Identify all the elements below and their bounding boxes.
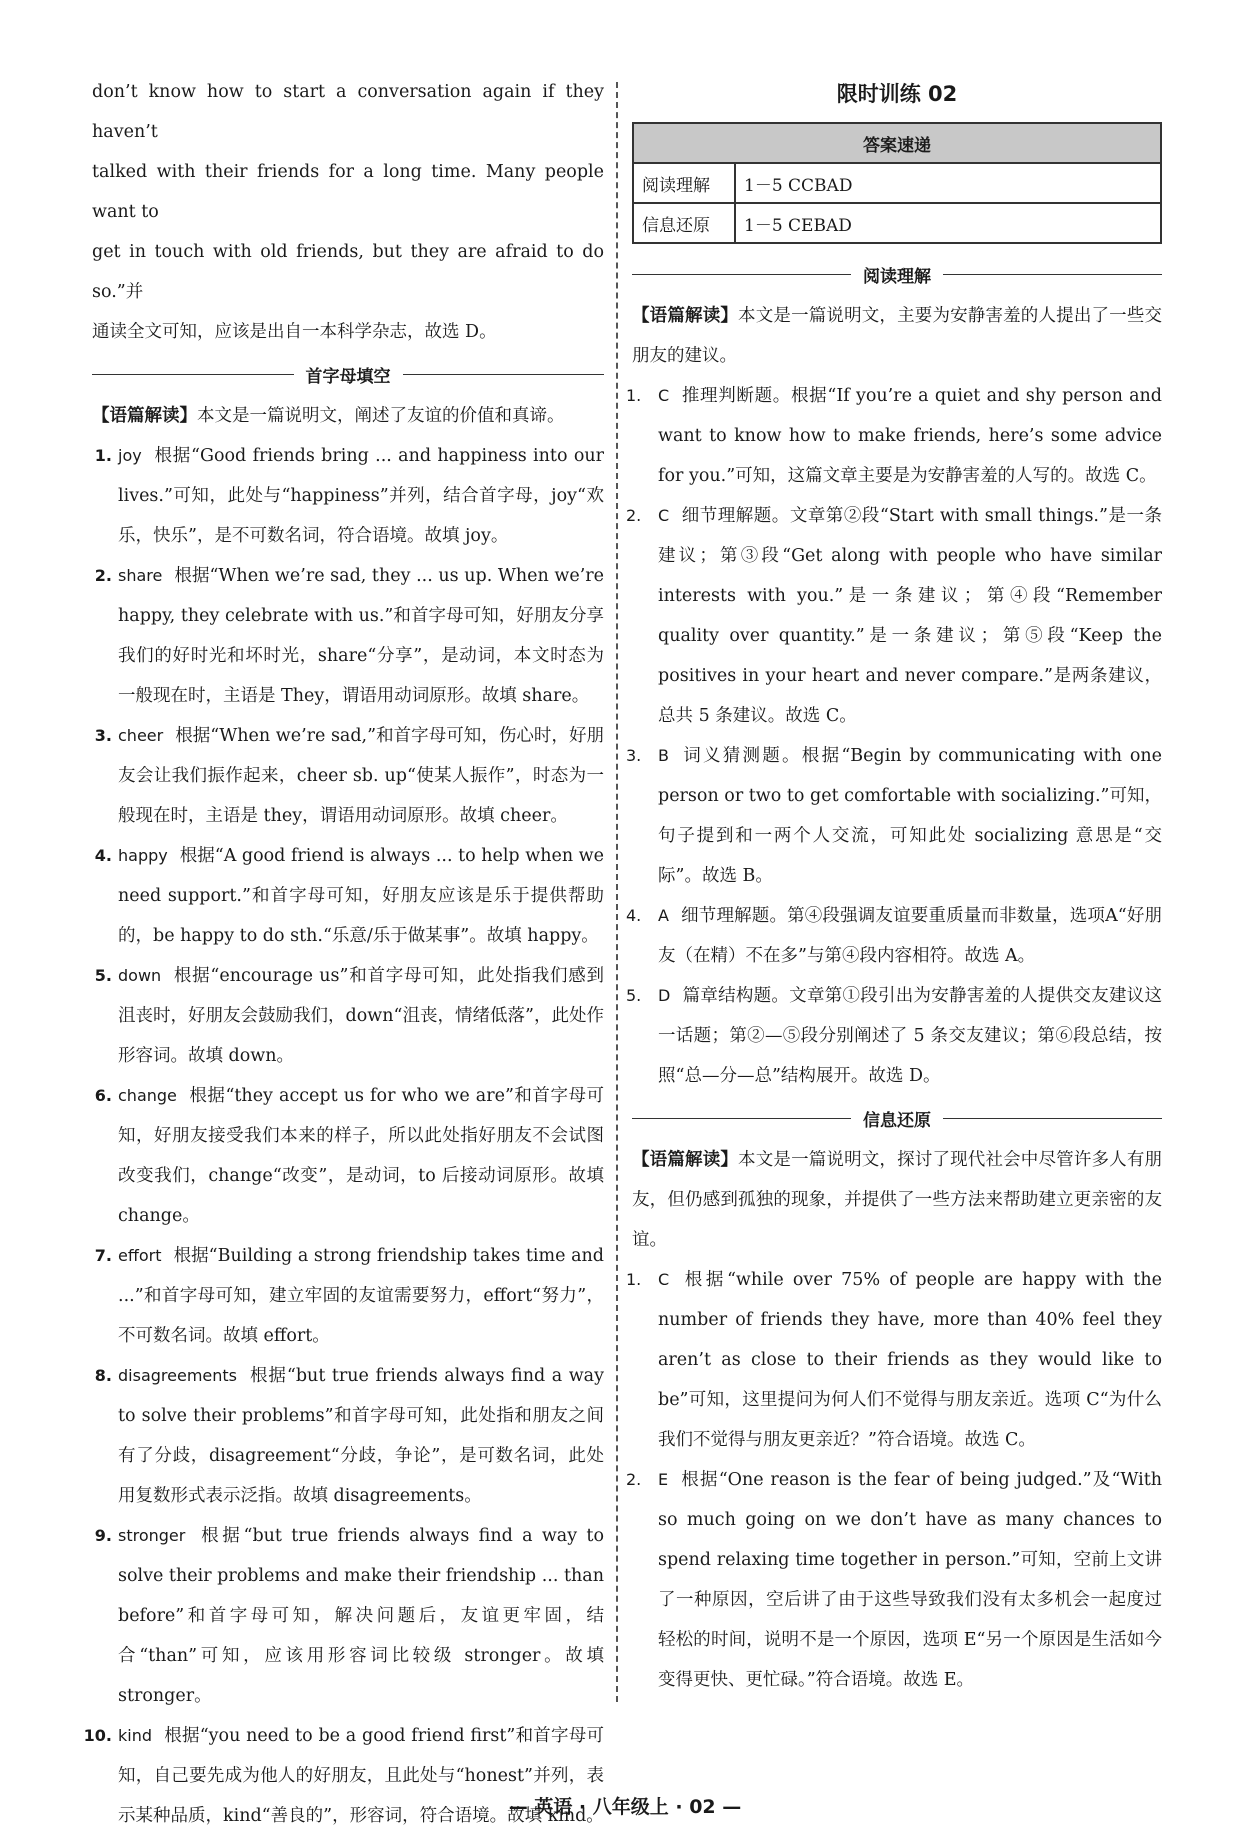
item-number: 3. [94,726,112,745]
cloze-items [83,436,604,1836]
item-answer: joy [118,446,142,465]
answer-item [92,836,604,956]
section-rule [943,1118,1162,1119]
right-column [626,72,1163,1700]
item-explanation: 根据“but true friends always find a way to solve their problems”和首字母可知，此处指和朋友之间有了分歧，disagreement“分歧，争论”，是可数名词，此处用复数形式表示泛指。故填 disagreements。 [118,1366,604,1506]
answer-item [626,896,1162,976]
item-answer: disagreements [118,1366,237,1385]
item-explanation: 根据“When we’re sad, they ... us up. When we’re happy, they celebrate with us.”和首字母可知，好朋友分享我们的好时光和坏时光，share“分享”，是动词，本文时态为一般现在时，主语是 They，谓语用动词原形。故填 share。 [118,566,604,706]
item-number: 10. [83,1726,112,1745]
item-answer: kind [118,1726,153,1745]
item-number: 2. [94,566,112,585]
item-answer: share [118,566,163,585]
item-answer: A [658,906,669,925]
item-number: 5. [626,986,642,1005]
analysis-tag: 【语篇解读】 [92,406,197,426]
intro-line: don’t know how to start a conversation again if they haven’t [92,82,604,142]
analysis-tag: 【语篇解读】 [632,1150,739,1170]
section-header-reading [632,254,1162,294]
item-number: 5. [94,966,112,985]
section-header-cloze [92,354,604,394]
answer-row-label: 信息还原 [633,203,735,243]
analysis-text: 本文是一篇说明文，阐述了友谊的价值和真谛。 [197,406,565,426]
item-number: 1. [626,386,642,405]
section-header-info [632,1098,1162,1138]
item-explanation: 根据“but true friends always find a way to solve their problems and make their friendship ... than before”和首字母可知，解决问题后，友谊更牢固，结合“than”可知，应该用形容词比较级 stronger。故填 stronger。 [118,1526,604,1706]
analysis-paragraph [632,1140,1162,1260]
answer-row [633,163,1161,203]
answer-item [92,716,604,836]
item-explanation: 词义猜测题。根据“Begin by communicating with one person or two to get comfortable with socializing.”可知，句子提到和一两个人交流，可知此处 socializing 意思是“交际”。故选 B。 [658,746,1162,886]
item-explanation: 根据“Building a strong friendship takes time and ...”和首字母可知，建立牢固的友谊需要努力，effort“努力”，不可数名词。故填 effort。 [118,1246,604,1346]
analysis-tag: 【语篇解读】 [632,306,739,326]
analysis-text: 本文是一篇说明文，探讨了现代社会中尽管许多人有朋友，但仍感到孤独的现象，并提供了一些方法来帮助建立更亲密的友谊。 [632,1150,1163,1250]
item-answer: B [658,746,669,765]
answer-table [632,122,1162,244]
item-answer: cheer [118,726,164,745]
reading-items [626,376,1162,1096]
item-explanation: 根据“Good friends bring ... and happiness into our lives.”可知，此处与“happiness”并列，结合首字母，joy“欢乐，快乐”，是不可数名词，符合语境。故填 joy。 [118,446,604,546]
item-explanation: 根据“you need to be a good friend first”和首字母可知，自己要先成为他人的好朋友，且此处与“honest”并列，表示某种品质，kind“善良的”，形容词，符合语境。故填 kind。 [118,1726,604,1826]
item-number: 9. [94,1526,112,1545]
analysis-text: 本文是一篇说明文，主要为安静害羞的人提出了一些交朋友的建议。 [632,306,1163,366]
answer-item [626,1460,1162,1700]
answer-row-label: 阅读理解 [633,163,735,203]
answer-table-header: 答案速递 [633,123,1161,163]
item-number: 7. [94,1246,112,1265]
intro-paragraph [92,72,604,352]
item-explanation: 篇章结构题。文章第①段引出为安静害羞的人提供交友建议这一话题；第②—⑤段分别阐述了 5 条交友建议；第⑥段总结，按照“总—分—总”结构展开。故选 D。 [658,986,1162,1086]
item-explanation: 细节理解题。文章第②段“Start with small things.”是一条建议；第③段“Get along with people who have similar interests with you.”是一条建议；第④段“Remember quality over quantity.”是一条建议；第⑤段“Keep the positives in your heart and never compare.”是两条建议，总共 5 条建议。故选 C。 [658,506,1162,726]
item-number: 2. [626,1470,642,1489]
intro-line: get in touch with old friends, but they are afraid to do so.”并 [92,242,604,302]
answer-item [626,976,1162,1096]
answer-item [626,736,1162,896]
answer-item [626,376,1162,496]
item-number: 8. [94,1366,112,1385]
analysis-paragraph [632,296,1162,376]
item-answer: C [658,1270,670,1289]
section-rule [943,274,1162,275]
page-title: 限时训练 02 [836,82,958,106]
column-divider [616,82,618,1702]
answer-item [92,1356,604,1516]
section-title: 首字母填空 [305,366,391,387]
item-answer: C [658,386,670,405]
item-answer: happy [118,846,168,865]
info-items [626,1260,1162,1700]
answer-row [633,203,1161,243]
item-explanation: 根据“When we’re sad,”和首字母可知，伤心时，好朋友会让我们振作起来，cheer sb. up“使某人振作”，时态为一般现在时，主语是 they，谓语用动词原形。故填 cheer。 [118,726,604,826]
item-number: 3. [626,746,642,765]
item-number: 1. [626,1270,642,1289]
left-column [83,72,604,1836]
item-explanation: 根据“One reason is the fear of being judged.”及“With so much going on we don’t have as many chances to spend relaxing time together in person.”可知，空前上文讲了一种原因，空后讲了由于这些导致我们没有太多机会一起度过轻松的时间，说明不是一个原因，选项 E“另一个原因是生活如今变得更快、更忙碌。”符合语境。故选 E。 [658,1470,1162,1690]
item-answer: C [658,506,670,525]
item-number: 4. [626,906,642,925]
answer-item [626,496,1162,736]
intro-line: talked with their friends for a long time. Many people want to [92,162,604,222]
item-explanation: 根据“A good friend is always ... to help when we need support.”和首字母可知，好朋友应该是乐于提供帮助的，be happy to do sth.“乐意/乐于做某事”。故填 happy。 [118,846,604,946]
intro-line: 通读全文可知，应该是出自一本科学杂志，故选 D。 [92,322,497,342]
section-title: 信息还原 [863,1110,931,1131]
answer-item [626,1260,1162,1460]
item-answer: E [658,1470,669,1489]
section-rule [632,274,851,275]
analysis-paragraph [92,396,604,436]
item-number: 6. [94,1086,112,1105]
answer-item [92,1516,604,1716]
answer-item [92,556,604,716]
answer-item [92,956,604,1076]
answer-item [92,1236,604,1356]
section-rule [92,374,294,375]
item-number: 4. [94,846,112,865]
answer-item [92,1076,604,1236]
page-footer: — 英语 · 八年级上 · 02 — [508,1796,742,1818]
item-explanation: 根据“while over 75% of people are happy with the number of friends they have, more than 40% feel they aren’t as close to their friends as they would like to be”可知，这里提问为何人们不觉得与朋友亲近。选项 C“为什么我们不觉得与朋友更亲近？”符合语境。故选 C。 [658,1270,1162,1450]
answer-row-value: 1－5 CCBAD [735,163,1161,203]
item-answer: stronger [118,1526,186,1545]
item-answer: D [658,986,671,1005]
item-explanation: 细节理解题。第④段强调友谊要重质量而非数量，选项A“好朋友（在精）不在多”与第④段内容相符。故选 A。 [658,906,1162,966]
item-explanation: 根据“they accept us for who we are”和首字母可知，好朋友接受我们本来的样子，所以此处指好朋友不会试图改变我们，change“改变”，是动词，to 后接动词原形。故填 change。 [118,1086,604,1226]
answer-row-value: 1－5 CEBAD [735,203,1161,243]
section-rule [403,374,605,375]
item-number: 1. [94,446,112,465]
item-answer: effort [118,1246,162,1265]
item-number: 2. [626,506,642,525]
item-answer: down [118,966,162,985]
item-explanation: 根据“encourage us”和首字母可知，此处指我们感到沮丧时，好朋友会鼓励我们，down“沮丧，情绪低落”，此处作形容词。故填 down。 [118,966,604,1066]
answer-item [92,436,604,556]
item-answer: change [118,1086,177,1105]
section-rule [632,1118,851,1119]
section-title: 阅读理解 [863,266,931,287]
item-explanation: 推理判断题。根据“If you’re a quiet and shy person and want to know how to make friends, here’s some advice for you.”可知，这篇文章主要是为安静害羞的人写的。故选 C。 [658,386,1162,486]
